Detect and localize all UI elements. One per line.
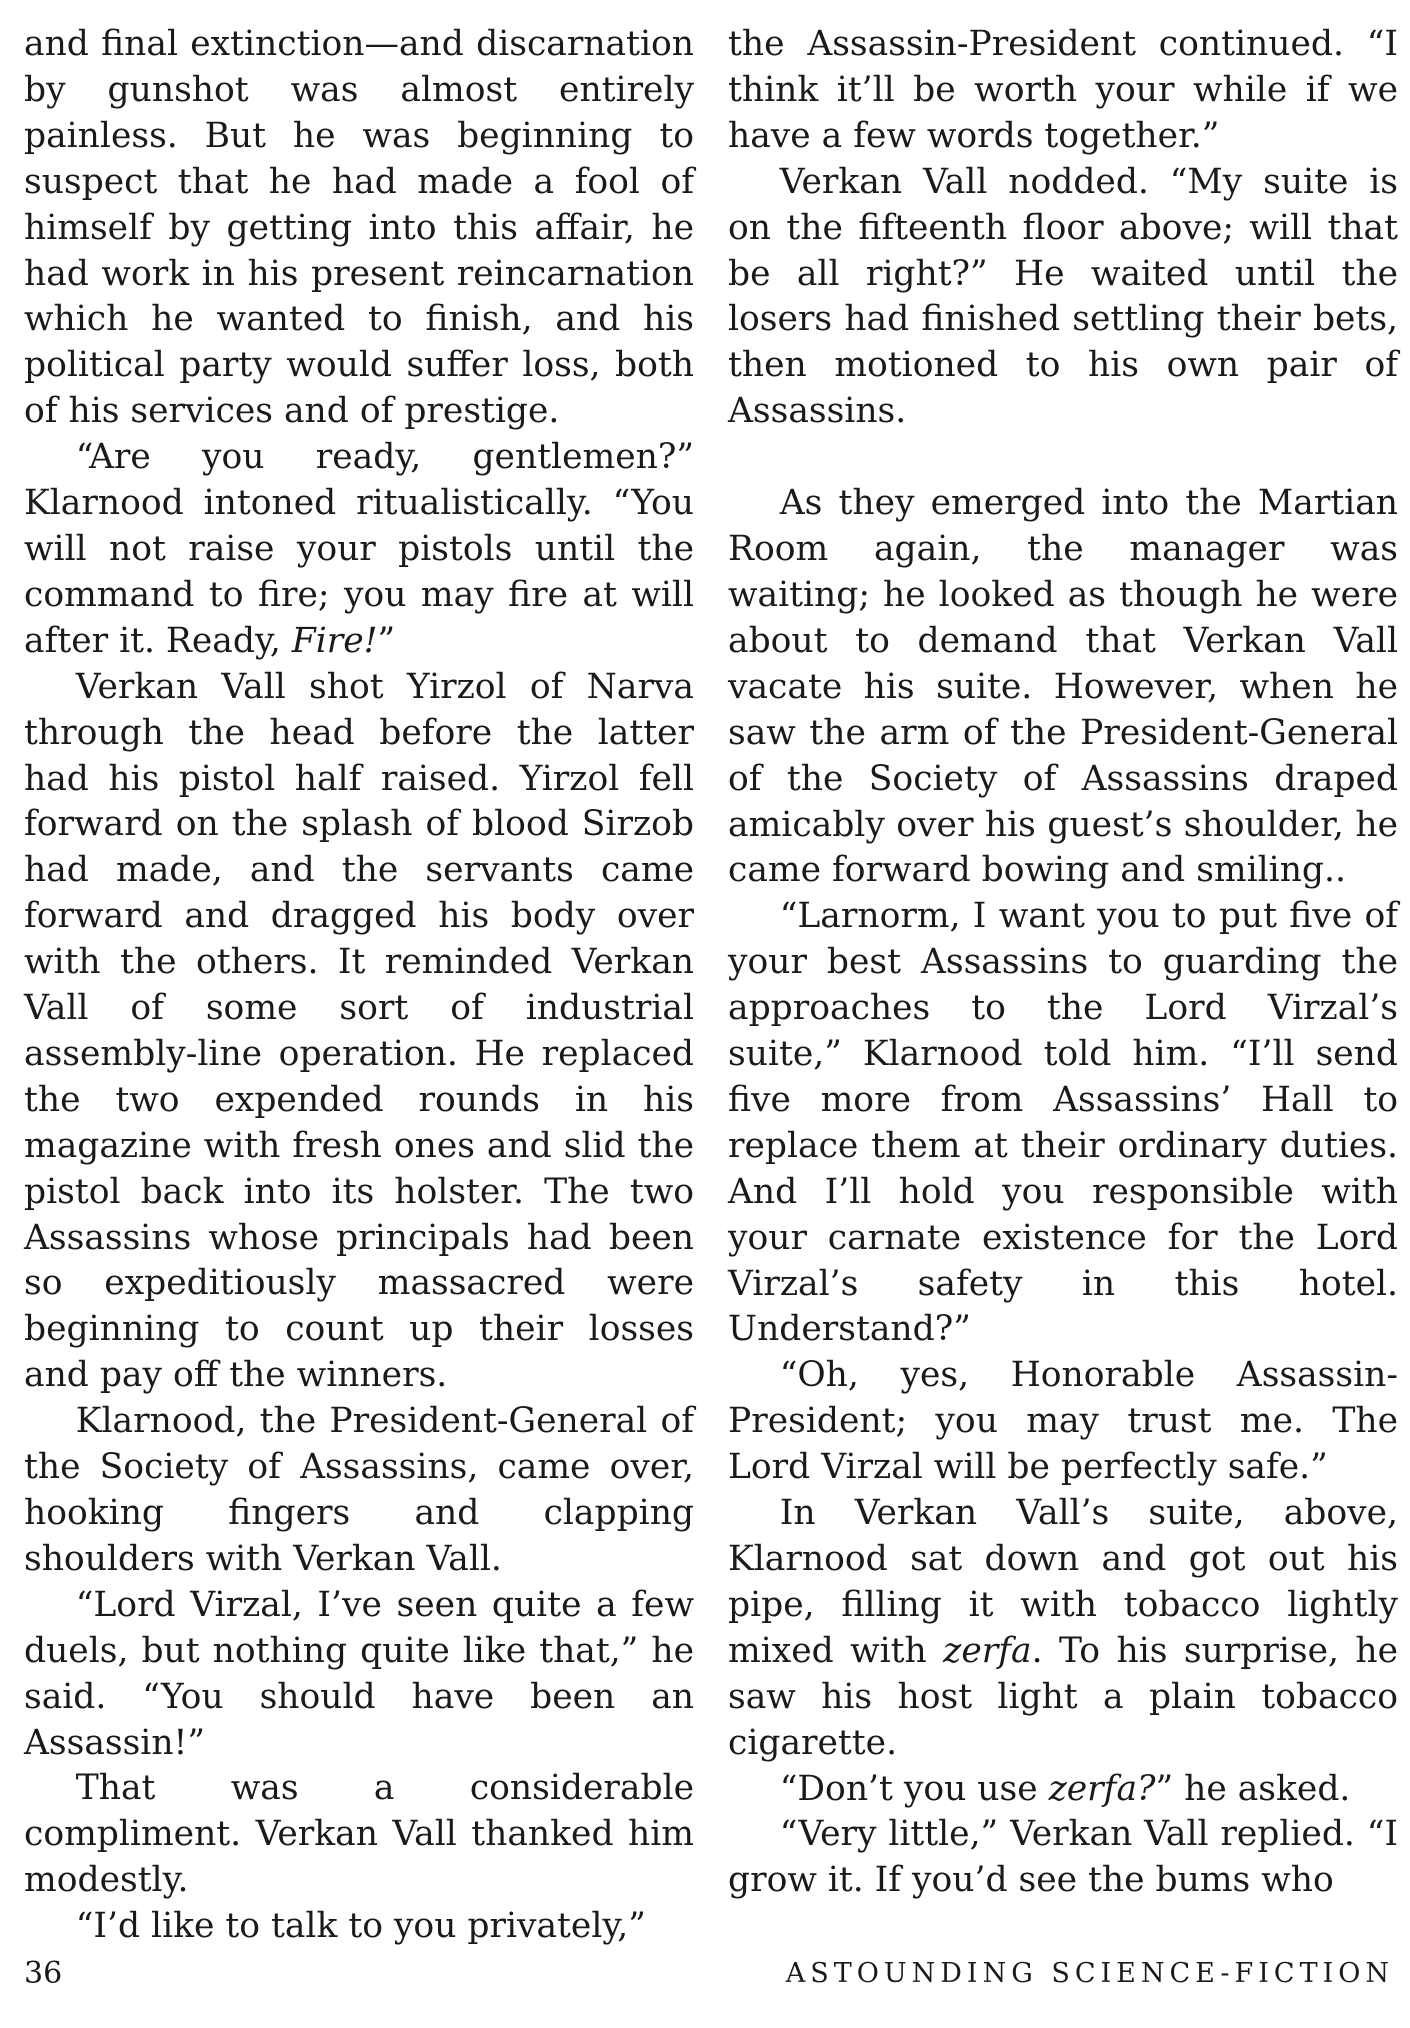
left-column <box>24 22 694 1950</box>
paragraph <box>728 894 1398 1353</box>
text-run: “Lord Virzal, I’ve seen quite a few duels, but nothing quite like that,” he said. “You should have been an Assassin!” <box>24 1584 694 1763</box>
paragraph <box>728 1812 1398 1904</box>
paragraph <box>24 665 694 1400</box>
paragraph <box>728 1491 1398 1766</box>
paragraph <box>728 1767 1398 1813</box>
italic-text: zerfa? <box>1048 1768 1156 1809</box>
page-footer <box>24 1950 1394 1998</box>
paragraph <box>24 22 694 435</box>
paragraph <box>728 22 1398 160</box>
italic-text: zerfa <box>943 1630 1032 1671</box>
text-run: Verkan Vall nodded. “My suite is on the fifteenth floor above; will that be all right?” He waited until the losers had finished settling their bets, then motioned to his own pair of Assassins. <box>728 161 1398 432</box>
text-run: the Assassin-President continued. “I think it’ll be worth your while if we have a few words together.” <box>728 24 1398 156</box>
paragraph <box>24 435 694 665</box>
text-run: . To his surprise, he saw his host light a plain tobacco cigarette. <box>728 1630 1398 1763</box>
paragraph <box>24 1399 694 1583</box>
text-run: “Oh, yes, Honorable Assassin-President; you may trust me. The Lord Virzal will be perfectly safe.” <box>728 1355 1398 1488</box>
paragraph <box>728 481 1398 894</box>
text-run: ” <box>377 620 396 661</box>
text-run: “Very little,” Verkan Vall replied. “I grow it. If you’d see the bums who <box>728 1814 1398 1901</box>
text-run: “Are you ready, gentlemen?” Klarnood intoned ritualistically. “You will not raise your pistols until the command to fire; you may fire at will after it. Ready, <box>24 437 694 661</box>
text-run: “Larnorm, I want you to put five of your best Assassins to guarding the approaches to the Lord Virzal’s suite,” Klarnood told him. “I’ll send five more from Assassins’ Hall to replace them at their ordinary duties. And I’ll hold you responsible with your carnate existence for the Lord Virzal’s safety in this hotel. Understand?” <box>728 896 1398 1350</box>
right-column <box>728 22 1398 1904</box>
paragraph <box>24 1583 694 1767</box>
text-run: Klarnood, the President-General of the Society of Assassins, came over, hooking fingers and clapping shoulders with Verkan Vall. <box>24 1401 694 1579</box>
text-run: That was a considerable compliment. Verkan Vall thanked him modestly. <box>24 1768 694 1901</box>
paragraph <box>24 1766 694 1904</box>
text-run: ” he asked. <box>1155 1768 1351 1809</box>
paragraph <box>24 1904 694 1950</box>
paragraph <box>728 160 1398 435</box>
text-run: “I’d like to talk to you privately,” <box>75 1906 646 1947</box>
text-run: “Don’t you use <box>779 1768 1049 1809</box>
italic-text: Fire! <box>291 620 378 661</box>
text-run: Verkan Vall shot Yirzol of Narva through the head before the latter had his pistol half raised. Yirzol fell forward on the splash of blood Sirzob had made, and the servants came forward and dragged his body over with the others. It reminded Verkan Vall of some sort of industrial assembly-line operation. He replaced the two expended rounds in his magazine with fresh ones and slid the pistol back into its holster. The two Assassins whose principals had been so expeditiously massacred were beginning to count up their losses and pay off the winners. <box>24 666 694 1396</box>
text-run: As they emerged into the Martian Room again, the manager was waiting; he looked as though he were about to demand that Verkan Vall vacate his suite. However, when he saw the arm of the President-General of the Society of Assassins draped amicably over his guest’s shoulder, he came forward bowing and smiling.. <box>728 483 1398 891</box>
paragraph <box>728 1353 1398 1491</box>
page-number: 36 <box>24 1956 63 1991</box>
text-run: and final extinction—and discarnation by gunshot was almost entirely painless. But he was beginning to suspect that he had made a fool of himself by getting into this affair, he had work in his present reincarnation which he wanted to finish, and his political party would suffer loss, both of his services and of prestige. <box>24 24 694 432</box>
text-run: In Verkan Vall’s suite, above, Klarnood sat down and got out his pipe, filling it with tobacco lightly mixed with <box>728 1493 1398 1671</box>
running-head: ASTOUNDING SCIENCE-FICTION <box>785 1958 1394 1989</box>
